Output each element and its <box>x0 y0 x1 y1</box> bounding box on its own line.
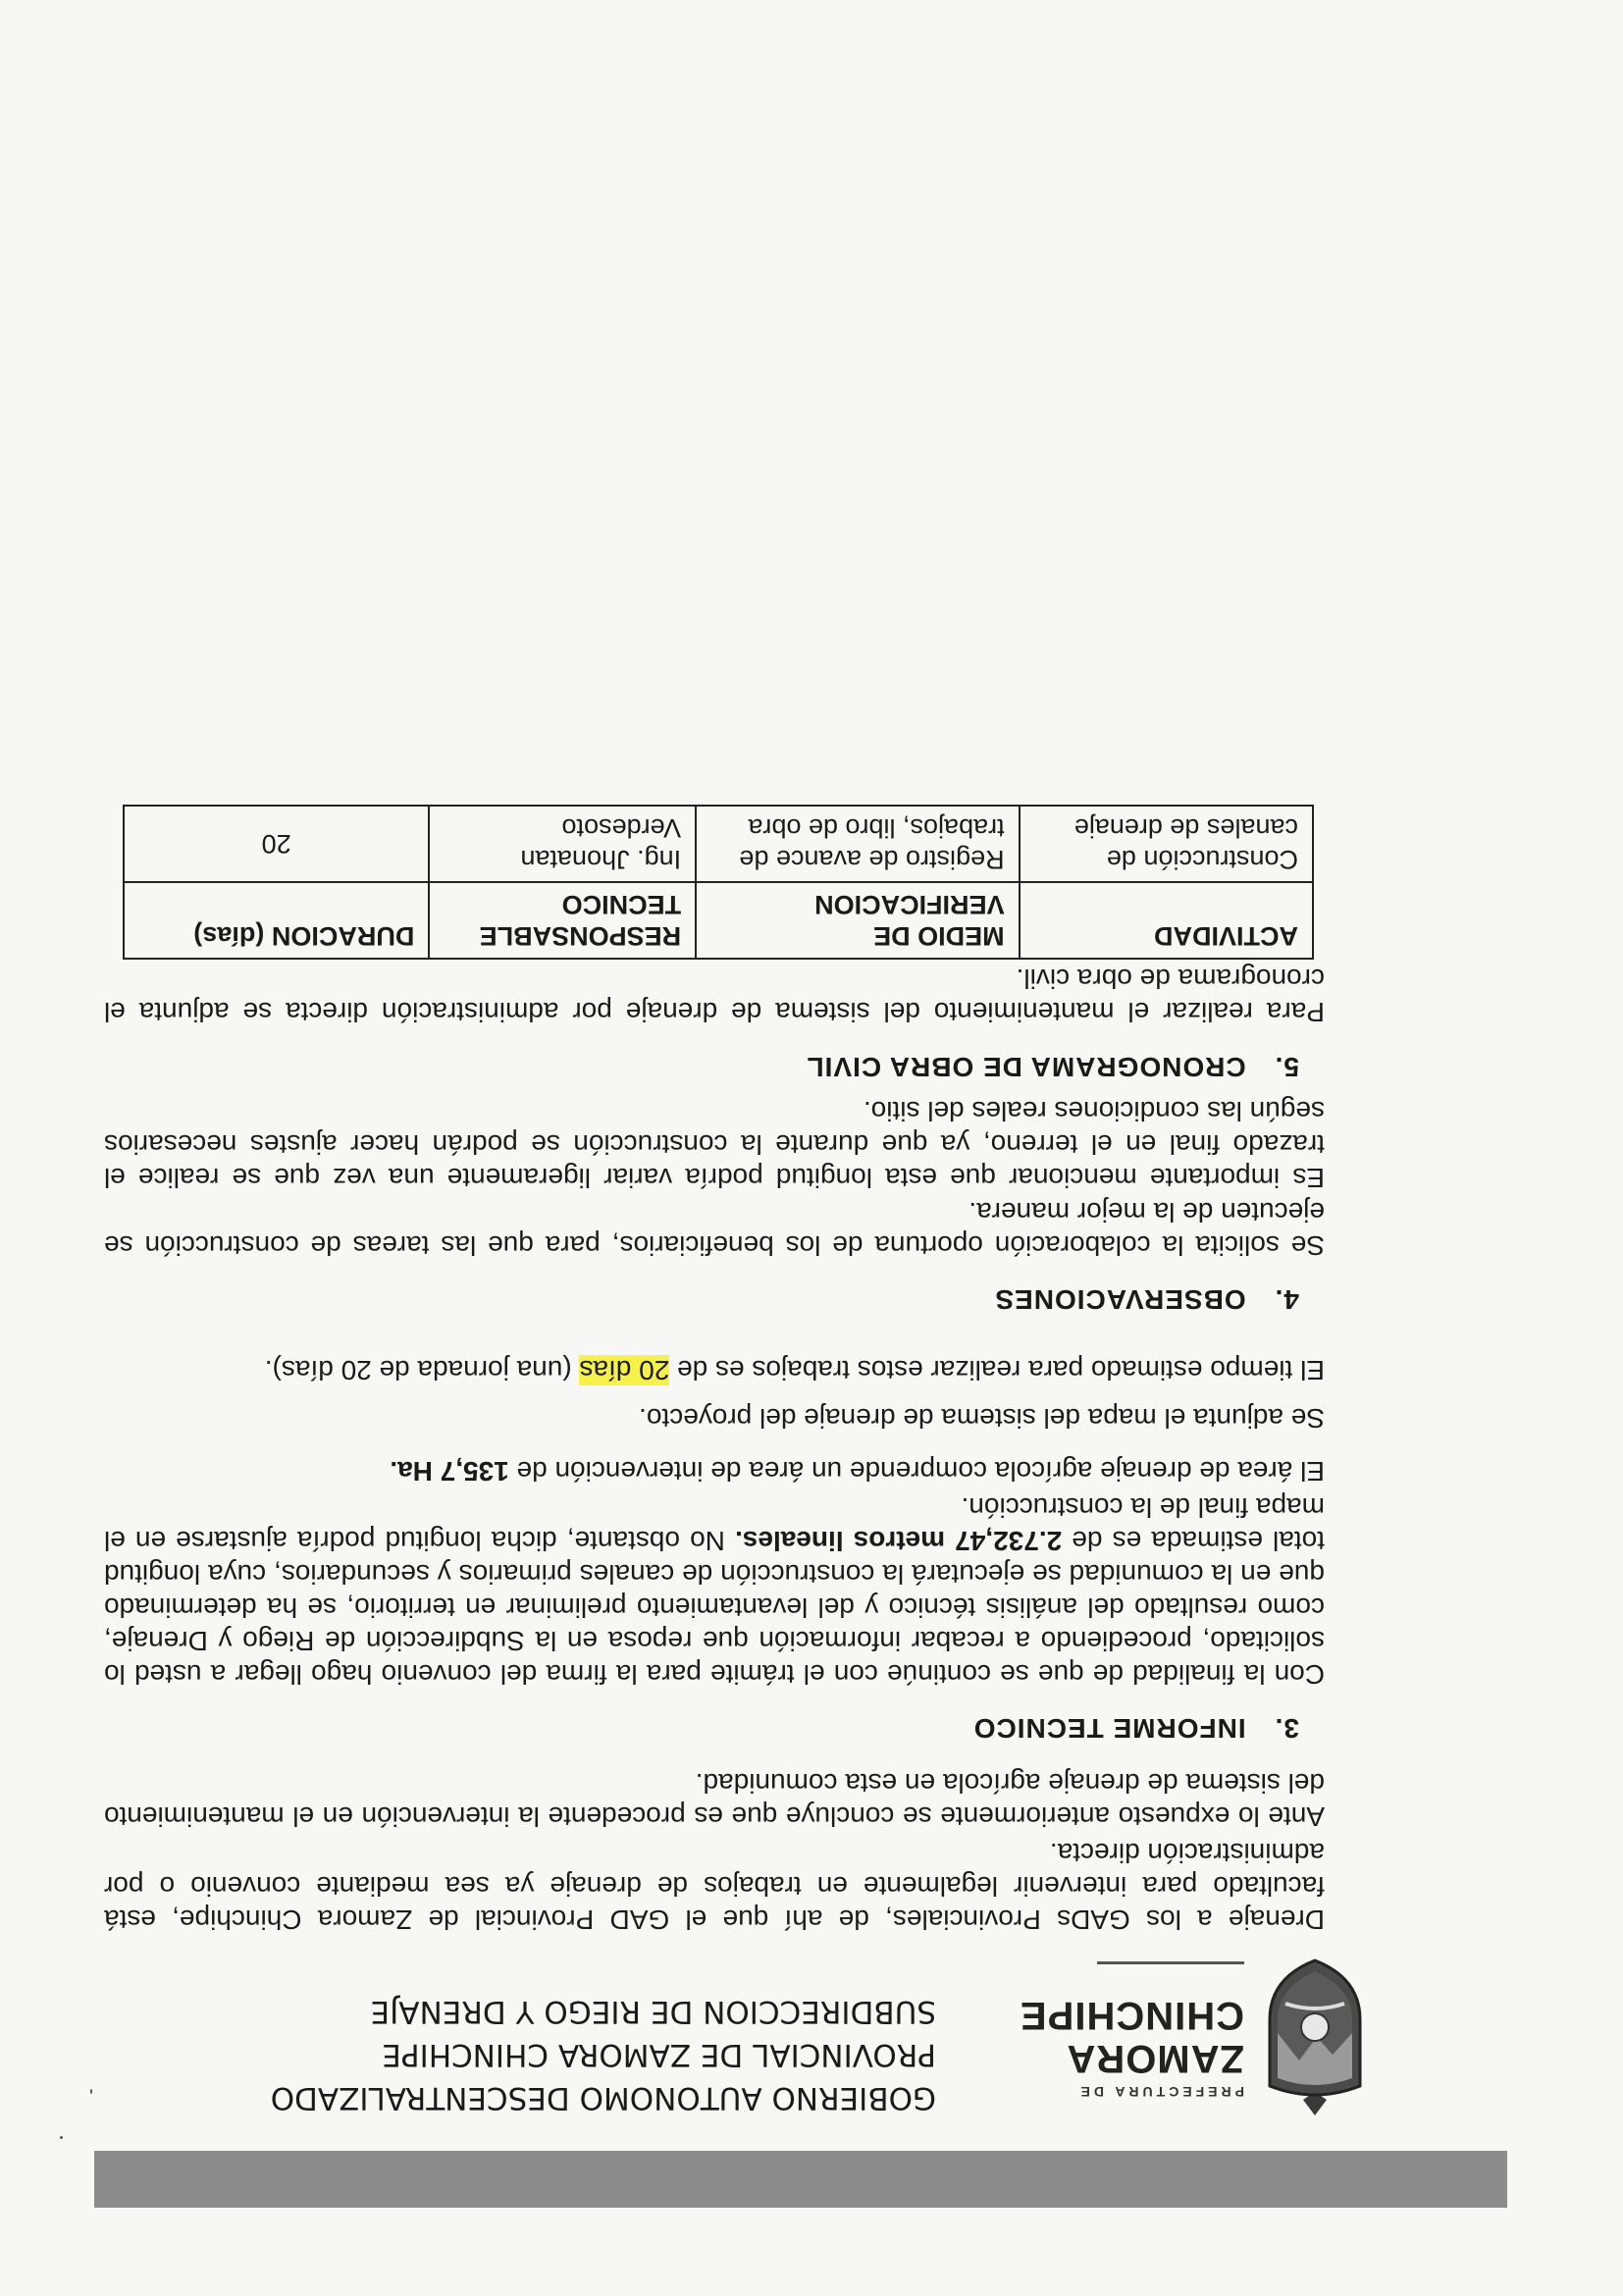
header-duracion: DURACION (días) <box>124 882 429 959</box>
informe-paragraph-2: El área de drenaje agrícola comprende un área de intervención de 135,7 Ha. <box>390 1456 1325 1487</box>
header-medio-verificacion: MEDIO DE VERIFICACION <box>696 882 1019 959</box>
informe-paragraph-3: Se adjunta el mapa del sistema de drenaje del proyecto. <box>639 1403 1325 1434</box>
logo-name-line1: ZAMORA <box>1066 2037 1244 2080</box>
logo-name-line2: CHINCHIPE <box>1019 1994 1244 2037</box>
table-row <box>124 806 1313 882</box>
institution-line-2: PROVINCIAL DE ZAMORA CHINCHIPE <box>382 2037 936 2072</box>
informe-paragraph-4: El tiempo estimado para realizar estos trabajos es de 20 días (una jornada de 20 días). <box>264 1355 1325 1385</box>
table-header-row <box>124 882 1313 959</box>
logo-divider <box>1097 1961 1244 1964</box>
logo-caption: PREFECTURA DE <box>1076 2084 1244 2100</box>
header-band <box>94 2151 1507 2208</box>
section-4-heading: 4. OBSERVACIONES <box>994 1284 1299 1315</box>
cell-duracion: 20 <box>124 806 429 882</box>
header-responsable: RESPONSABLE TECNICO <box>429 882 696 959</box>
cronograma-paragraph: Para realizar el mantenimiento del sistema de drenaje por administración directa se adjunta el cronograma de obra civil. <box>104 964 1325 1027</box>
intro-paragraph-1: Drenaje a los GADs Provinciales, de ahí que el GAD Provincial de Zamora Chinchipe, está facultado para intervenir legalmente en trabajos de drenaje ya sea mediante convenio o por administración directa. <box>104 1838 1325 1935</box>
prefectura-logo <box>981 1945 1374 2121</box>
institution-header <box>190 1990 936 2119</box>
coat-of-arms-icon <box>1256 1955 1374 2121</box>
cell-medio-verificacion: Registro de avance de trabajos, libro de obra <box>696 806 1019 882</box>
institution-line-3: SUBDIRECCION DE RIEGO Y DRENAJE <box>370 1994 936 2029</box>
cell-actividad: Construcción de canales de drenaje <box>1020 806 1313 882</box>
cronograma-table <box>123 805 1314 960</box>
informe-paragraph-1: Con la finalidad de que se continúe con el trámite para la firma del convenio hago llegar a usted lo solicitado, procediendo a recabar información que reposa en la Subdirección de Riego y Drenaje, como resultado del análisis técnico y del levantamiento preliminar en territorio, se ha determinado que en la comunidad se ejecutará la construcción de canales primarios y secundarios, cuya longitud total estimada es de 2.732,47 metros lineales. No obstante, dicha longitud podría ajustarse en el mapa final de la construcción. <box>104 1492 1325 1690</box>
intro-paragraph-2: Ante lo expuesto anteriormente se concluye que es procedente la intervención en el mantenimiento del sistema de drenaje agrícola en esta comunidad. <box>104 1768 1325 1832</box>
observaciones-paragraph-2: Es importante mencionar que esta longitud podría variar ligeramente una vez que se realice el trazado final en el terreno, ya que durante la construcción se podrán hacer ajustes necesarios según las condiciones reales del sitio. <box>104 1096 1325 1193</box>
observaciones-paragraph-1: Se solicita la colaboración oportuna de los beneficiarios, para que las tareas de construcción se ejecuten de la mejor manera. <box>104 1197 1325 1261</box>
header-actividad: ACTIVIDAD <box>1020 882 1313 959</box>
highlighted-duration: 20 días <box>579 1355 670 1385</box>
section-3-heading: 3. INFORME TECNICO <box>972 1713 1299 1744</box>
scan-speck <box>90 2089 92 2094</box>
cell-responsable: Ing. Jhonatan Verdesoto <box>429 806 696 882</box>
institution-line-1: GOBIERNO AUTONOMO DESCENTRALIZADO <box>270 2080 936 2115</box>
section-5-heading: 5. CRONOGRAMA DE OBRA CIVIL <box>806 1052 1299 1082</box>
scan-speck <box>60 2136 63 2139</box>
